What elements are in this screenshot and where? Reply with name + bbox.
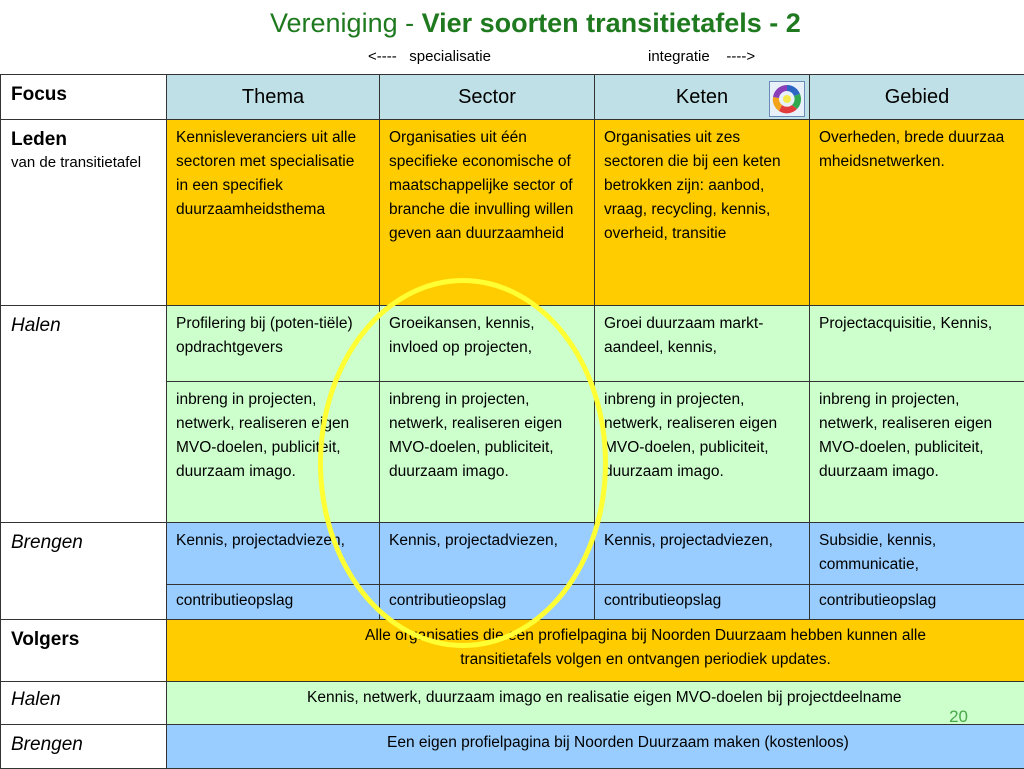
halen2-text: Kennis, netwerk, duurzaam imago en realisatie eigen MVO-doelen bij projectdeelname — [167, 682, 1024, 725]
leden-thema: Kennisleveranciers uit alle sectoren met specialisatie in een specifiek duurzaamheidsthema — [167, 120, 380, 306]
brengen-b-keten: contributieopslag — [595, 585, 810, 620]
row-brengen-a — [1, 523, 1024, 585]
label-leden — [1, 120, 167, 306]
brengen2-text: Een eigen profielpagina bij Noorden Duurzaam maken (kostenloos) — [167, 725, 1024, 769]
brengen-a-keten: Kennis, projectadviezen, — [595, 523, 810, 585]
title-part1: Vereniging - — [270, 8, 422, 38]
row-leden — [1, 120, 1024, 306]
halen-a-gebied: Projectacquisitie, Kennis, — [810, 306, 1024, 382]
leden-keten: Organisaties uit zes sectoren die bij een keten betrokken zijn: aanbod, vraag, recycling, kennis, overheid, transitie — [595, 120, 810, 306]
label-brengen2: Brengen — [1, 725, 167, 769]
subtitle-right: integratie ----> — [648, 48, 755, 65]
halen-b-sector: inbreng in projecten, netwerk, realiseren eigen MVO-doelen, publiciteit, duurzaam imago. — [380, 382, 595, 523]
label-volgers: Volgers — [1, 620, 167, 682]
halen-b-thema: inbreng in projecten, netwerk, realiseren eigen MVO-doelen, publiciteit, duurzaam imago. — [167, 382, 380, 523]
row-halen2 — [1, 682, 1024, 725]
brengen-b-sector: contributieopslag — [380, 585, 595, 620]
halen-a-thema: Profilering bij (poten-tiële) opdrachtgevers — [167, 306, 380, 382]
focus-header: Focus — [1, 75, 167, 120]
page-number: 20 — [949, 707, 968, 727]
label-brengen: Brengen — [1, 523, 167, 620]
leden-gebied: Overheden, brede duurzaamheidsnetwerken. — [810, 120, 1024, 306]
col-sector: Sector — [380, 75, 595, 120]
halen-b-gebied: inbreng in projecten, netwerk, realiseren eigen MVO-doelen, publiciteit, duurzaam imago. — [810, 382, 1024, 523]
row-brengen2 — [1, 725, 1024, 769]
transitietafels-table — [0, 74, 1024, 769]
row-halen-a — [1, 306, 1024, 382]
slide-header — [0, 0, 1024, 74]
leden-label: Leden — [11, 128, 156, 152]
brengen-a-sector: Kennis, projectadviezen, — [380, 523, 595, 585]
leden-sector: Organisaties uit één specifieke economische of maatschappelijke sector of branche die invulling willen geven aan duurzaamheid — [380, 120, 595, 306]
col-keten: Keten — [595, 75, 810, 120]
brengen-a-gebied: Subsidie, kennis, communicatie, — [810, 523, 1024, 585]
brengen-b-gebied: contributieopslag — [810, 585, 1024, 620]
halen-b-keten: inbreng in projecten, netwerk, realiseren eigen MVO-doelen, publiciteit, duurzaam imago. — [595, 382, 810, 523]
volgers-text: Alle organisaties die een profielpagina bij Noorden Duurzaam hebben kunnen alle transitietafels volgen en ontvangen periodiek updates. — [167, 620, 1024, 682]
header-row — [1, 75, 1024, 120]
brengen-a-thema: Kennis, projectadviezen, — [167, 523, 380, 585]
leden-sublabel: van de transitietafel — [11, 152, 156, 174]
title-part2: Vier soorten transitietafels - 2 — [422, 8, 801, 38]
label-halen2: Halen — [1, 682, 167, 725]
label-halen: Halen — [1, 306, 167, 523]
keten-cycle-icon — [769, 81, 805, 117]
brengen-b-thema: contributieopslag — [167, 585, 380, 620]
slide-title — [270, 8, 950, 39]
col-gebied: Gebied — [810, 75, 1024, 120]
halen-a-sector: Groeikansen, kennis, invloed op projecten, — [380, 306, 595, 382]
halen-a-keten: Groei duurzaam markt-aandeel, kennis, — [595, 306, 810, 382]
col-thema: Thema — [167, 75, 380, 120]
subtitle-left: <---- specialisatie — [368, 48, 491, 65]
row-volgers — [1, 620, 1024, 682]
